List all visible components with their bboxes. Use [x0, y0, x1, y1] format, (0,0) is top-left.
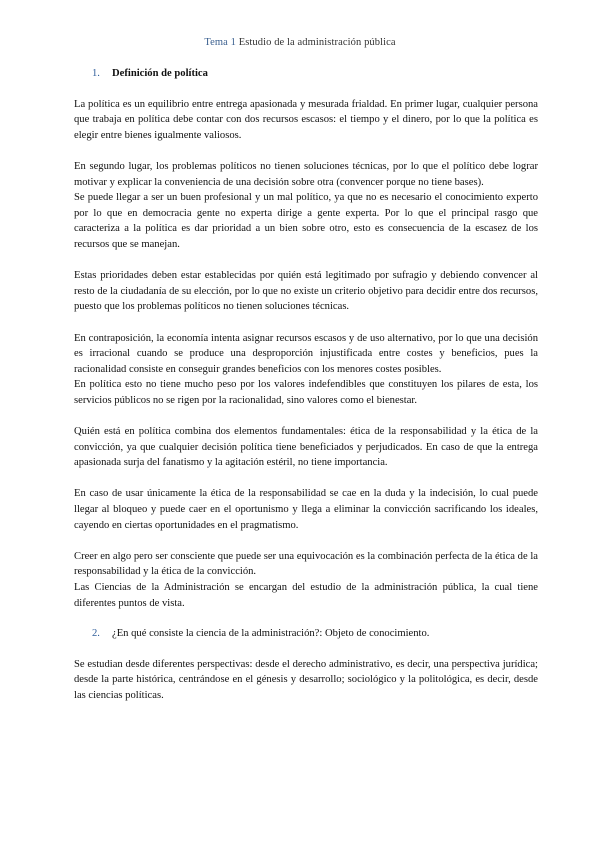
section-title: Definición de política: [112, 68, 208, 79]
page-header: [0, 37, 600, 48]
header-title: Estudio de la administración pública: [235, 37, 396, 48]
section-title: ¿En qué consiste la ciencia de la administración?: Objeto de conocimiento.: [112, 628, 430, 640]
paragraph: Quién está en política combina dos elementos fundamentales: ética de la responsabilidad y la ética de la convicción, ya que cualquier decisión política tiene beneficiados y perjudicados. En caso de que la entrega apasionada surja del fanatismo y la agitación estéril, no tiene importancia.: [74, 426, 538, 469]
paragraph: Se estudian desde diferentes perspectivas: desde el derecho administrativo, es decir, una perspectiva jurídica; desde la parte histórica, centrándose en el génesis y desarrollo; sociológico y la politológica, es decir, desde las ciencias políticas.: [74, 658, 538, 701]
header-topic-label: Tema 1: [204, 37, 236, 48]
section-number: 2.: [92, 628, 100, 640]
paragraph: En segundo lugar, los problemas políticos no tienen soluciones técnicas, por lo que el político debe lograr motivar y explicar la conveniencia de una decisión sobre otra (convencer porque no tiene bases).: [74, 160, 538, 188]
paragraph: Se puede llegar a ser un buen profesional y un mal político, ya que no es necesario el conocimiento experto por lo que en democracia gente no experta dirige a gente experta. Por lo que el principal rasgo que caracteriza a la política es dar prioridad a un bien sobre otro, esto es consecuencia de la escasez de los recursos que se manejan.: [74, 192, 538, 250]
paragraph: La política es un equilibrio entre entrega apasionada y mesurada frialdad. En primer lugar, cualquier persona que trabaja en política debe contar con dos recursos escasos: el tiempo y el dinero, por lo que la política es elegir entre bienes igualmente valiosos.: [74, 98, 538, 141]
paragraph: En caso de usar únicamente la ética de la responsabilidad se cae en la duda y la indecisión, lo cual puede llegar al bloqueo y puede caer en el oportunismo y llega a eliminar la convicción sacrificando los ideales, cayendo en ciertas oportunidades en el pragmatismo.: [74, 488, 538, 531]
document-body: [74, 66, 538, 704]
section-heading-1: [74, 66, 538, 82]
paragraph: Estas prioridades deben estar establecidas por quién está legitimado por sufragio y debiendo convencer al resto de la ciudadanía de su elección, por lo que no existe un criterio objetivo para decidir entre dos recursos, puesto que los problemas políticos no tienen soluciones técnicas.: [74, 270, 538, 313]
paragraph: En contraposición, la economía intenta asignar recursos escasos y de uso alternativo, por lo que una decisión es irracional cuando se produce una desproporción injustificada entre costes y beneficios, pues la racionalidad consiste en conseguir grandes beneficios con los menores costes posibles.: [74, 332, 538, 375]
paragraph: Las Ciencias de la Administración se encargan del estudio de la administración pública, la cual tiene diferentes puntos de vista.: [74, 582, 538, 609]
paragraph: Creer en algo pero ser consciente que puede ser una equivocación es la combinación perfecta de la ética de la responsabilidad y la ética de la convicción.: [74, 550, 538, 578]
paragraph: En política esto no tiene mucho peso por los valores indefendibles que constituyen los pilares de esta, los servicios públicos no se rigen por la racionalidad, sino valores como el bienestar.: [74, 379, 538, 406]
section-number: 1.: [92, 68, 100, 79]
section-heading-2: [74, 626, 538, 642]
